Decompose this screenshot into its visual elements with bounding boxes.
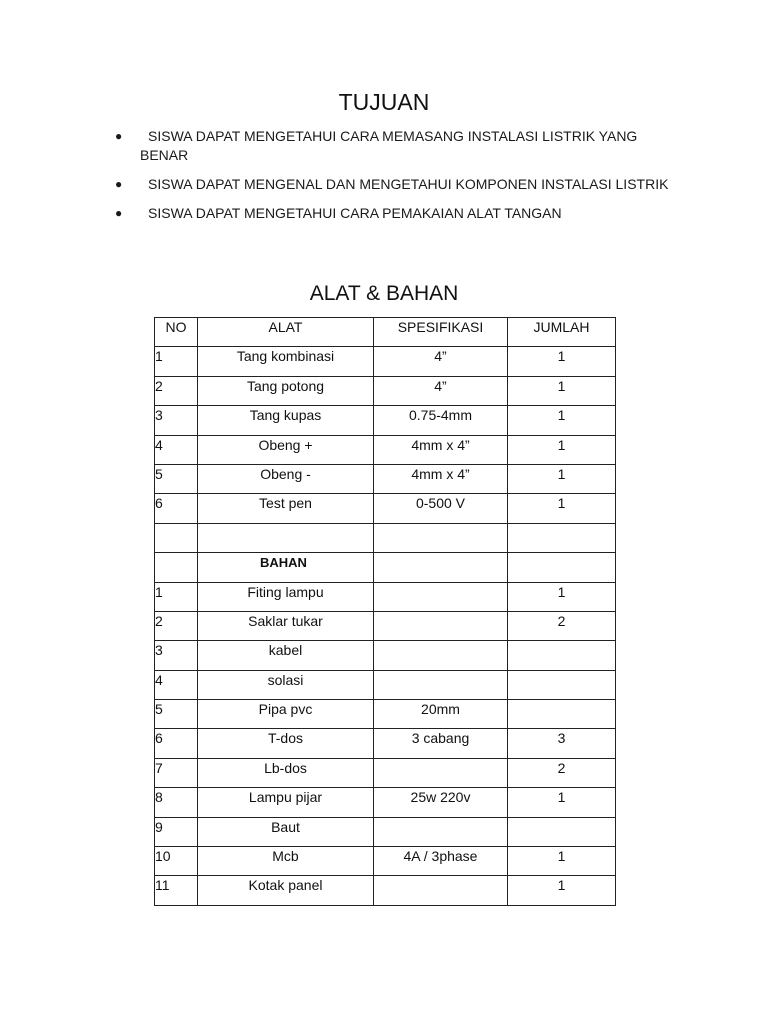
table-row — [155, 435, 616, 464]
cell-jumlah: 2 — [508, 611, 616, 640]
cell-alat: Obeng + — [198, 435, 374, 464]
cell-spesifikasi: 25w 220v — [374, 788, 508, 817]
cell-alat — [198, 523, 374, 552]
header-alat: ALAT — [198, 318, 374, 347]
table-row — [155, 817, 616, 846]
bullet-icon: ● — [115, 129, 123, 143]
cell-no: 10 — [155, 847, 198, 876]
cell-no: 6 — [155, 494, 198, 523]
cell-alat: Pipa pvc — [198, 700, 374, 729]
table-row — [155, 464, 616, 493]
goal-item — [112, 175, 672, 194]
table-row — [155, 847, 616, 876]
cell-spesifikasi — [374, 641, 508, 670]
cell-alat: Tang potong — [198, 376, 374, 405]
cell-jumlah: 1 — [508, 876, 616, 905]
cell-no: 7 — [155, 758, 198, 787]
cell-spesifikasi: 4” — [374, 347, 508, 376]
heading-alat-bahan: ALAT & BAHAN — [309, 282, 459, 305]
section-label: BAHAN — [198, 553, 374, 582]
table-row — [155, 729, 616, 758]
table-header-row — [155, 318, 616, 347]
table-row — [155, 347, 616, 376]
cell-no: 1 — [155, 347, 198, 376]
table-row — [155, 523, 616, 552]
header-jumlah: JUMLAH — [508, 318, 616, 347]
table-row — [155, 494, 616, 523]
table-row — [155, 700, 616, 729]
cell-spesifikasi: 0-500 V — [374, 494, 508, 523]
bullet-icon: ● — [115, 177, 123, 191]
cell-no: 1 — [155, 582, 198, 611]
table-row — [155, 758, 616, 787]
cell-spesifikasi: 3 cabang — [374, 729, 508, 758]
cell-jumlah: 1 — [508, 582, 616, 611]
cell-jumlah — [508, 700, 616, 729]
table-row — [155, 553, 616, 582]
table-row — [155, 788, 616, 817]
cell-no: 11 — [155, 876, 198, 905]
cell-jumlah: 1 — [508, 494, 616, 523]
cell-alat: Baut — [198, 817, 374, 846]
goals-list — [112, 127, 672, 233]
header-no: NO — [155, 318, 198, 347]
cell-no: 3 — [155, 641, 198, 670]
cell-jumlah — [508, 523, 616, 552]
cell-alat: solasi — [198, 670, 374, 699]
table-body — [155, 347, 616, 905]
table-row — [155, 376, 616, 405]
cell-alat: Obeng - — [198, 464, 374, 493]
cell-no: 5 — [155, 700, 198, 729]
cell-no: 2 — [155, 611, 198, 640]
cell-no: 6 — [155, 729, 198, 758]
cell-spesifikasi — [374, 876, 508, 905]
cell-jumlah: 1 — [508, 347, 616, 376]
cell-alat: Tang kupas — [198, 406, 374, 435]
cell-spesifikasi — [374, 553, 508, 582]
cell-alat: Fiting lampu — [198, 582, 374, 611]
goal-text: SISWA DAPAT MENGETAHUI CARA MEMASANG INSTALASI LISTRIK YANG BENAR — [140, 128, 638, 163]
cell-alat: Kotak panel — [198, 876, 374, 905]
bullet-icon: ● — [115, 206, 123, 220]
cell-jumlah: 1 — [508, 376, 616, 405]
goal-text: SISWA DAPAT MENGETAHUI CARA PEMAKAIAN ALAT TANGAN — [148, 205, 562, 221]
table-row — [155, 641, 616, 670]
cell-spesifikasi: 20mm — [374, 700, 508, 729]
cell-spesifikasi: 4A / 3phase — [374, 847, 508, 876]
cell-jumlah: 1 — [508, 464, 616, 493]
cell-no: 5 — [155, 464, 198, 493]
table-row — [155, 670, 616, 699]
header-spesifikasi: SPESIFIKASI — [374, 318, 508, 347]
cell-no: 3 — [155, 406, 198, 435]
cell-spesifikasi: 4” — [374, 376, 508, 405]
cell-spesifikasi — [374, 817, 508, 846]
cell-alat: Tang kombinasi — [198, 347, 374, 376]
cell-no: 4 — [155, 435, 198, 464]
cell-alat: Saklar tukar — [198, 611, 374, 640]
cell-spesifikasi: 0.75-4mm — [374, 406, 508, 435]
table-row — [155, 876, 616, 905]
cell-no — [155, 523, 198, 552]
cell-spesifikasi — [374, 582, 508, 611]
goal-text: SISWA DAPAT MENGENAL DAN MENGETAHUI KOMPONEN INSTALASI LISTRIK — [148, 176, 669, 192]
cell-jumlah: 2 — [508, 758, 616, 787]
cell-jumlah — [508, 670, 616, 699]
cell-no: 9 — [155, 817, 198, 846]
cell-jumlah: 1 — [508, 788, 616, 817]
cell-alat: Test pen — [198, 494, 374, 523]
cell-alat: kabel — [198, 641, 374, 670]
cell-jumlah: 1 — [508, 847, 616, 876]
cell-spesifikasi — [374, 523, 508, 552]
cell-jumlah: 3 — [508, 729, 616, 758]
cell-spesifikasi: 4mm x 4” — [374, 464, 508, 493]
cell-no: 2 — [155, 376, 198, 405]
cell-jumlah — [508, 553, 616, 582]
heading-tujuan: TUJUAN — [338, 89, 430, 115]
cell-alat: Lampu pijar — [198, 788, 374, 817]
cell-spesifikasi — [374, 611, 508, 640]
cell-spesifikasi — [374, 670, 508, 699]
cell-no: 8 — [155, 788, 198, 817]
cell-jumlah: 1 — [508, 435, 616, 464]
cell-alat: T-dos — [198, 729, 374, 758]
cell-alat: Mcb — [198, 847, 374, 876]
cell-spesifikasi: 4mm x 4” — [374, 435, 508, 464]
table-row — [155, 611, 616, 640]
table-row — [155, 406, 616, 435]
tools-materials-table — [154, 317, 616, 906]
goal-item — [112, 127, 672, 165]
cell-no: 4 — [155, 670, 198, 699]
table-row — [155, 582, 616, 611]
goal-item — [112, 204, 672, 223]
cell-alat: Lb-dos — [198, 758, 374, 787]
cell-jumlah — [508, 641, 616, 670]
cell-jumlah: 1 — [508, 406, 616, 435]
cell-jumlah — [508, 817, 616, 846]
cell-no — [155, 553, 198, 582]
cell-spesifikasi — [374, 758, 508, 787]
